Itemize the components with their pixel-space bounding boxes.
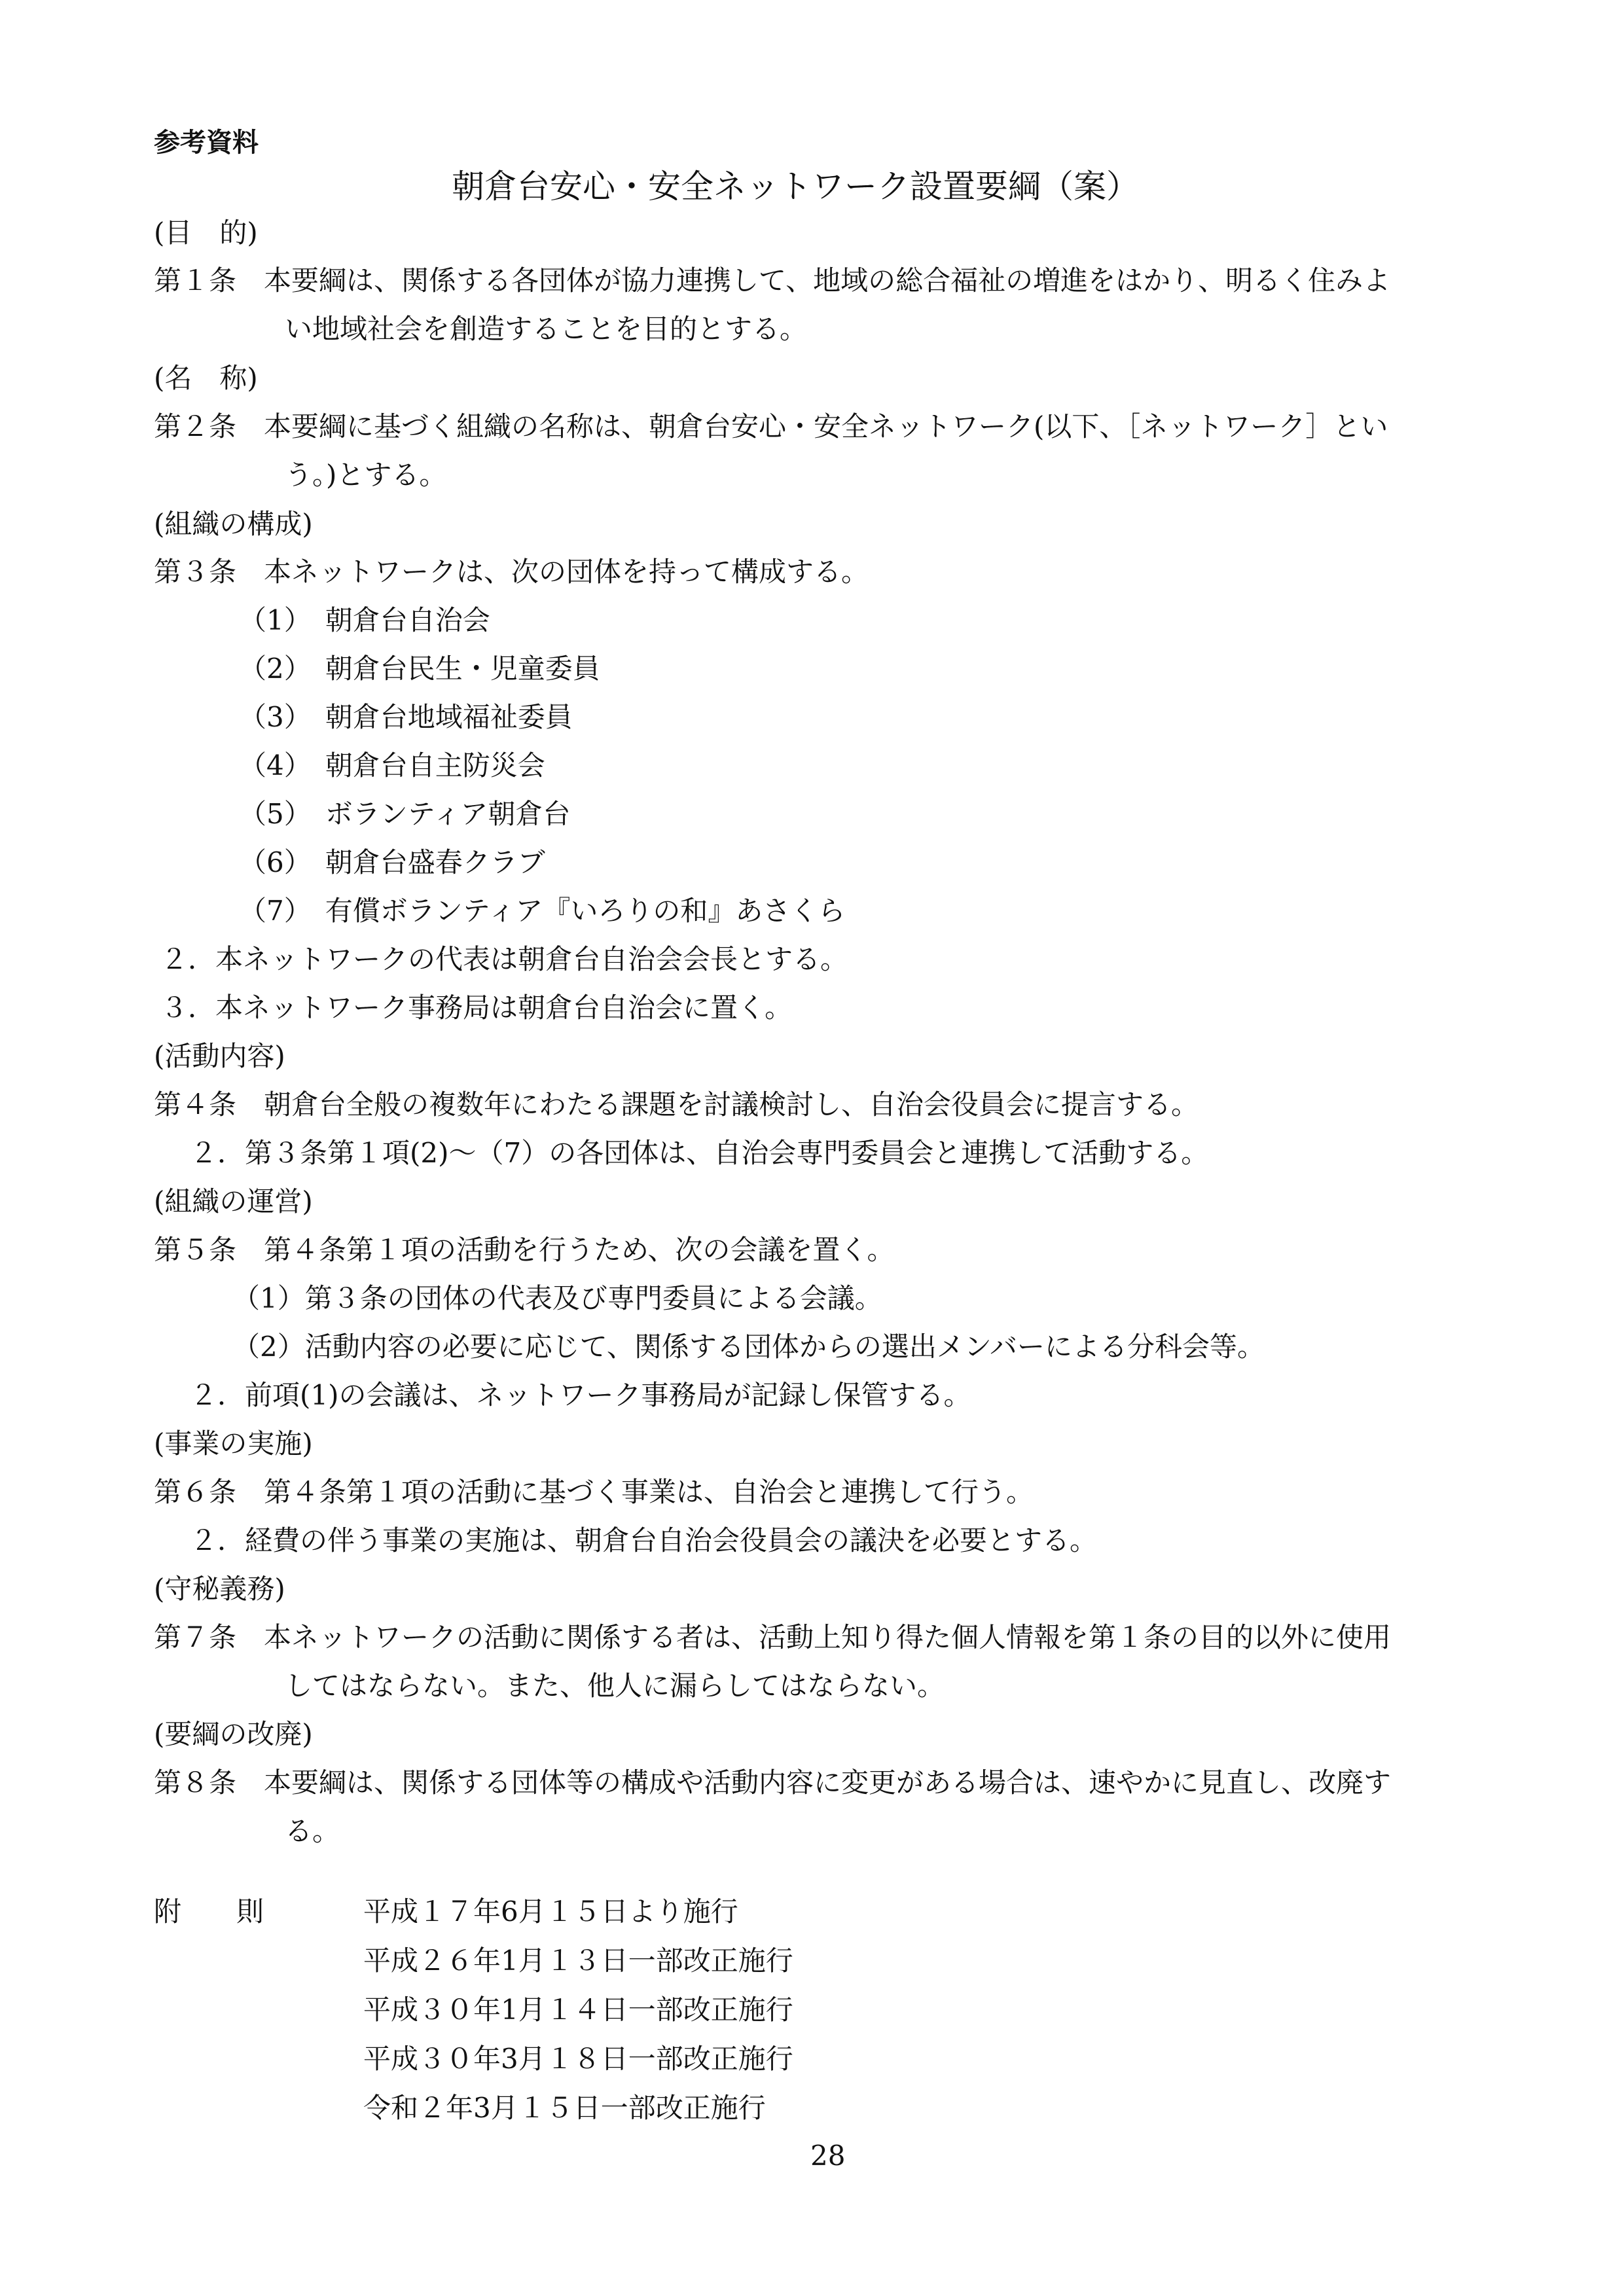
article-5-item-2: （2）活動内容の必要に応じて、関係する団体からの選出メンバーによる分科会等。	[232, 1331, 1265, 1363]
member-item-5: （5） ボランティア朝倉台	[239, 798, 571, 830]
article-3-line-1: 第３条 本ネットワークは、次の団体を持って構成する。	[154, 556, 869, 588]
member-item-3: （3） 朝倉台地域福祉委員	[239, 701, 573, 733]
article-4-line-1: 第４条 朝倉台全般の複数年にわたる課題を討議検討し、自治会役員会に提言する。	[154, 1088, 1199, 1121]
article-8-line-1: 第８条 本要綱は、関係する団体等の構成や活動内容に変更がある場合は、速やかに見直し、改廃す	[154, 1767, 1392, 1799]
article-7-line-2: してはならない。また、他人に漏らしてはならない。	[285, 1670, 945, 1702]
article-8-line-2: る。	[285, 1815, 340, 1847]
section-heading-implementation: (事業の実施)	[154, 1427, 313, 1460]
supplementary-provisions-label: 附 則	[154, 1895, 264, 1928]
member-item-6: （6） 朝倉台盛春クラブ	[239, 846, 545, 878]
section-heading-amendment: (要綱の改廃)	[154, 1718, 313, 1750]
section-heading-structure: (組織の構成)	[154, 508, 313, 540]
article-6-line-1: 第６条 第４条第１項の活動に基づく事業は、自治会と連携して行う。	[154, 1476, 1034, 1508]
article-4-clause-2: ２．第３条第１項(2)～（7）の各団体は、自治会専門委員会と連携して活動する。	[190, 1137, 1209, 1169]
article-5-item-1: （1）第３条の団体の代表及び専門委員による会議。	[232, 1282, 882, 1314]
enforcement-date-3: 平成３０年1月１４日一部改正施行	[363, 1994, 793, 2026]
enforcement-date-2: 平成２６年1月１３日一部改正施行	[363, 1945, 793, 1977]
article-2-line-1: 第２条 本要綱に基づく組織の名称は、朝倉台安心・安全ネットワーク(以下、［ネットワーク］とい	[154, 410, 1388, 442]
enforcement-date-4: 平成３０年3月１８日一部改正施行	[363, 2043, 793, 2075]
article-3-clause-2: ２．本ネットワークの代表は朝倉台自治会会長とする。	[160, 943, 848, 975]
article-5-line-1: 第５条 第４条第１項の活動を行うため、次の会議を置く。	[154, 1234, 895, 1266]
article-3-clause-3: ３．本ネットワーク事務局は朝倉台自治会に置く。	[160, 992, 793, 1024]
section-heading-confidentiality: (守秘義務)	[154, 1573, 285, 1605]
section-heading-purpose: (目 的)	[154, 217, 258, 249]
enforcement-date-1: 平成１７年6月１５日より施行	[363, 1895, 738, 1928]
article-6-clause-2: ２．経費の伴う事業の実施は、朝倉台自治会役員会の議決を必要とする。	[190, 1524, 1098, 1556]
section-heading-activities: (活動内容)	[154, 1040, 285, 1072]
article-5-clause-2: ２．前項(1)の会議は、ネットワーク事務局が記録し保管する。	[190, 1379, 971, 1411]
section-heading-operation: (組織の運営)	[154, 1185, 313, 1217]
member-item-2: （2） 朝倉台民生・児童委員	[239, 653, 600, 685]
member-item-1: （1） 朝倉台自治会	[239, 604, 490, 636]
article-2-line-2: う。)とする。	[285, 459, 447, 491]
page-number: 28	[810, 2140, 846, 2172]
article-1-line-2: い地域社会を創造することを目的とする。	[285, 313, 808, 345]
article-7-line-1: 第７条 本ネットワークの活動に関係する者は、活動上知り得た個人情報を第１条の目的以外に使用	[154, 1621, 1392, 1653]
member-item-4: （4） 朝倉台自主防災会	[239, 749, 545, 781]
article-1-line-1: 第１条 本要綱は、関係する各団体が協力連携して、地域の総合福祉の増進をはかり、明るく住みよ	[154, 264, 1391, 296]
enforcement-date-5: 令和２年3月１５日一部改正施行	[363, 2092, 766, 2124]
member-item-7: （7） 有償ボランティア『いろりの和』あさくら	[239, 895, 846, 927]
document-title: 朝倉台安心・安全ネットワーク設置要綱（案）	[452, 168, 1139, 206]
reference-material-label: 参考資料	[154, 128, 259, 158]
section-heading-name: (名 称)	[154, 362, 258, 394]
